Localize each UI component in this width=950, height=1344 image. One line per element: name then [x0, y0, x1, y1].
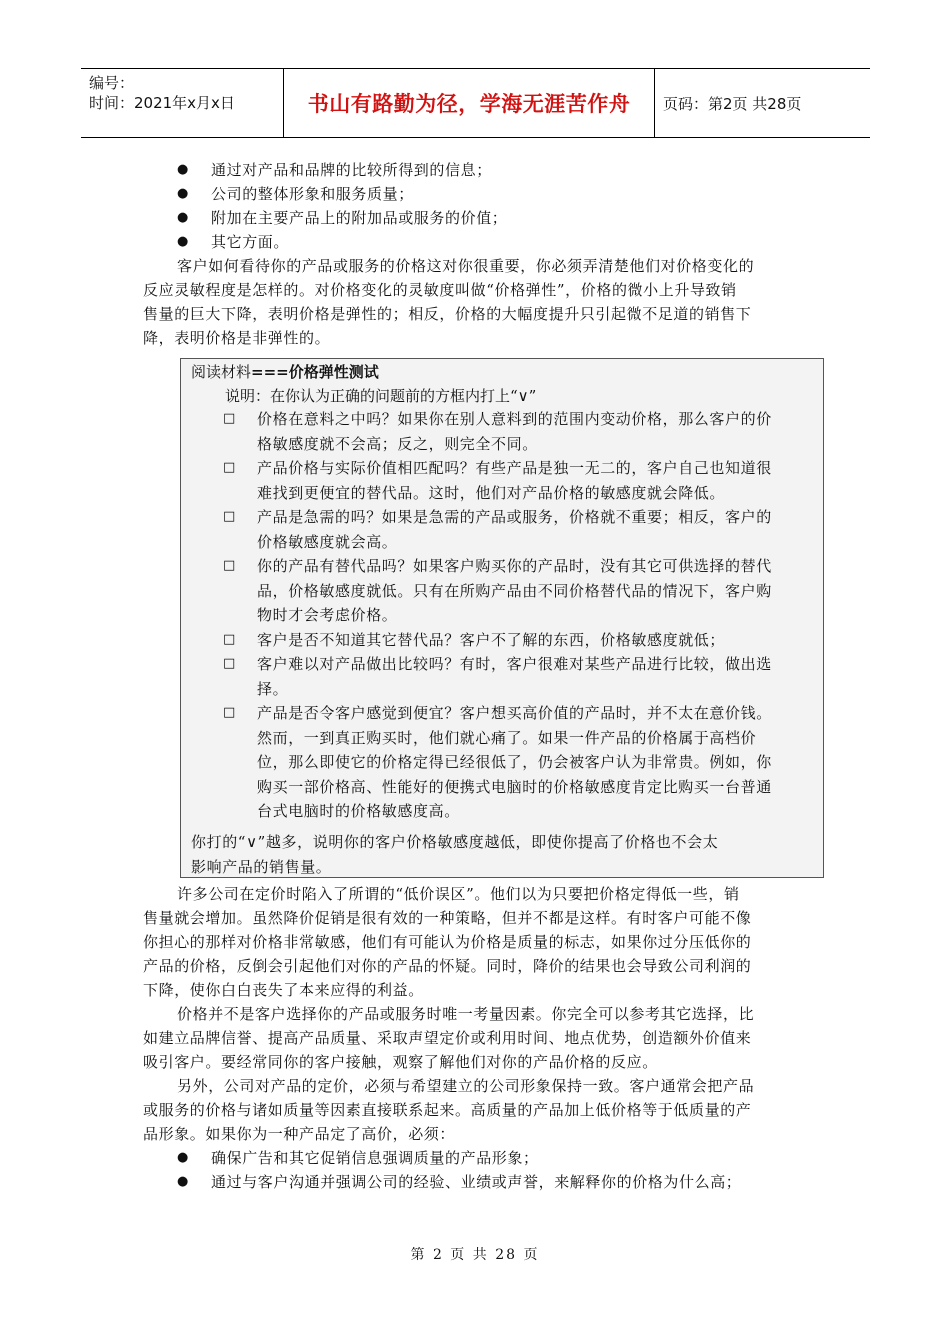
bullet-text: 通过与客户沟通并强调公司的经验、业绩或声誉，来解释你的价格为什么高；: [211, 1173, 742, 1191]
checkbox-icon: □: [223, 411, 236, 426]
checklist-item: [181, 505, 823, 554]
checklist-line: 台式电脑时的价格敏感度高。: [257, 802, 460, 820]
checklist-line: 位，那么即使它的价格定得已经很低了，仍会被客户认为非常贵。例如，你: [257, 753, 772, 771]
conclusion-line: 影响产品的销售量。: [191, 857, 332, 876]
conclusion-line: 你打的“∨”越多，说明你的客户价格敏感度越低，即使你提高了价格也不会太: [191, 833, 719, 851]
checklist-item: [181, 554, 823, 628]
checkbox-icon: □: [223, 705, 236, 720]
paragraph-line: 降，表明价格是非弹性的。: [143, 329, 331, 347]
checkbox-icon: □: [223, 460, 236, 475]
checklist-line: 你的产品有替代品吗？如果客户购买你的产品时，没有其它可供选择的替代: [257, 557, 772, 575]
checklist-line: 物时才会考虑价格。: [257, 606, 398, 624]
checklist-line: 择。: [257, 679, 289, 698]
bullet-item: [143, 206, 810, 230]
paragraph-line: 售量的巨大下降，表明价格是弹性的；相反，价格的大幅度提升只引起微不足道的销售下: [143, 305, 752, 323]
paragraph-line: 或服务的价格与诸如质量等因素直接联系起来。高质量的产品加上低价格等于低质量的产: [143, 1101, 752, 1119]
checkbox-icon: □: [223, 509, 236, 524]
bullet-item: [143, 1146, 810, 1170]
motto: 书山有路勤为径，学海无涯苦作舟: [307, 92, 631, 116]
bullet-text: 其它方面。: [211, 233, 290, 251]
checklist-line: 难找到更便宜的替代品。这时，他们对产品价格的敏感度就会降低。: [257, 483, 726, 502]
paragraph-line: 你担心的那样对价格非常敏感，他们有可能认为价格是质量的标志，如果你过分压低你的: [143, 933, 752, 951]
paragraph-other-factors: [143, 1002, 810, 1074]
bullet-dot-icon: ●: [177, 1174, 189, 1189]
header-motto-cell: [283, 69, 655, 137]
checklist-text: [257, 628, 823, 653]
checkbox-icon: □: [223, 631, 236, 647]
checklist-item: [181, 456, 823, 505]
checklist-line: 产品是否令客户感觉到便宜？客户想买高价值的产品时，并不太在意价钱。: [257, 704, 772, 722]
bullet-text: 通过对产品和品牌的比较所得到的信息；: [211, 161, 492, 179]
checklist-text: [257, 505, 823, 554]
checklist-text: [257, 554, 823, 628]
paragraph-low-price-trap: [143, 882, 810, 1002]
number-label: 编号：: [89, 74, 135, 92]
checklist-line: 产品价格与实际价值相匹配吗？有些产品是独一无二的，客户自己也知道很: [257, 459, 772, 477]
top-content: [143, 158, 810, 350]
date-label: 时间：2021年x月x日: [89, 94, 235, 112]
checklist-line: 品，价格敏感度就低。只有在所购产品由不同价格替代品的情况下，客户购: [257, 581, 772, 600]
checklist-text: [257, 456, 823, 505]
page-info: 页码：第2页 共28页: [663, 94, 802, 113]
bullet-dot-icon: ●: [177, 210, 189, 225]
bullet-item: [143, 182, 810, 206]
checklist-item: [181, 652, 823, 701]
checklist-item: [181, 628, 823, 653]
checklist-text: [257, 407, 823, 456]
header-table: [81, 68, 870, 138]
checklist-line: 价格敏感度就会高。: [257, 532, 398, 551]
checklist-item: [181, 407, 823, 456]
checklist-line: 客户是否不知道其它替代品？客户不了解的东西，价格敏感度就低；: [257, 630, 726, 649]
bullet-dot-icon: ●: [177, 162, 189, 177]
box-instructions: 说明：在你认为正确的问题前的方框内打上“∨”: [225, 387, 537, 405]
reading-material-box: [180, 358, 824, 878]
checklist-text: [257, 652, 823, 701]
checkbox-icon: □: [223, 656, 236, 671]
paragraph-line: 吸引客户。要经常同你的客户接触，观察了解他们对你的产品价格的反应。: [143, 1053, 658, 1071]
paragraph-line: 产品的价格，反倒会引起他们对你的产品的怀疑。同时，降价的结果也会导致公司利润的: [143, 957, 752, 975]
bullet-dot-icon: ●: [177, 186, 189, 201]
checklist-line: 然而，一到真正购买时，他们就心痛了。如果一件产品的价格属于高档价: [257, 728, 757, 747]
paragraph-line: 反应灵敏程度是怎样的。对价格变化的灵敏度叫做“价格弹性”，价格的微小上升导致销: [143, 281, 737, 299]
paragraph-price-elasticity: [143, 254, 810, 350]
bullet-item: [143, 230, 810, 254]
paragraph-company-image: [143, 1074, 810, 1146]
checkbox-icon: □: [223, 558, 236, 573]
bullet-dot-icon: ●: [177, 234, 189, 249]
box-conclusion: [191, 830, 718, 879]
bullet-dot-icon: ●: [177, 1150, 189, 1165]
checklist-line: 购买一部价格高、性能好的便携式电脑时的价格敏感度肯定比购买一台普通: [257, 777, 772, 796]
bullet-list-top: [143, 158, 810, 254]
checklist-line: 产品是急需的吗？如果是急需的产品或服务，价格就不重要；相反，客户的: [257, 508, 772, 526]
bullet-text: 附加在主要产品上的附加品或服务的价值；: [211, 209, 508, 227]
checklist-line: 客户难以对产品做出比较吗？有时，客户很难对某些产品进行比较，做出选: [257, 655, 772, 673]
paragraph-line: 下降，使你白白丧失了本来应得的利益。: [143, 981, 424, 999]
box-title: 阅读材料===价格弹性测试: [191, 363, 379, 381]
bullet-text: 公司的整体形象和服务质量；: [211, 185, 414, 203]
bullet-text: 确保广告和其它促销信息强调质量的产品形象；: [211, 1149, 539, 1167]
checklist: [181, 407, 823, 824]
paragraph-line: 售量就会增加。虽然降价促销是很有效的一种策略，但并不都是这样。有时客户可能不像: [143, 909, 752, 927]
checklist-item: [181, 701, 823, 824]
checklist-line: 价格在意料之中吗？如果你在别人意料到的范围内变动价格，那么客户的价: [257, 410, 772, 428]
checklist-line: 格敏感度就不会高；反之，则完全不同。: [257, 434, 538, 453]
paragraph-line: 价格并不是客户选择你的产品或服务时唯一考量因素。你完全可以参考其它选择，比: [177, 1005, 755, 1023]
bullet-item: [143, 1170, 810, 1194]
bullet-list-bottom: [143, 1146, 810, 1194]
checklist-text: [257, 701, 823, 824]
paragraph-line: 许多公司在定价时陷入了所谓的“低价误区”。他们以为只要把价格定得低一些，销: [177, 885, 740, 903]
bullet-item: [143, 158, 810, 182]
header-meta: [81, 69, 283, 137]
paragraph-line: 另外，公司对产品的定价，必须与希望建立的公司形象保持一致。客户通常会把产品: [177, 1077, 755, 1095]
paragraph-line: 如建立品牌信誉、提高产品质量、采取声望定价或利用时间、地点优势，创造额外价值来: [143, 1029, 752, 1047]
page-footer: 第 2 页 共 28 页: [410, 1247, 540, 1263]
paragraph-line: 客户如何看待你的产品或服务的价格这对你很重要，你必须弄清楚他们对价格变化的: [177, 257, 755, 275]
paragraph-line: 品形象。如果你为一种产品定了高价，必须：: [143, 1125, 456, 1143]
bottom-content: [143, 882, 810, 1194]
